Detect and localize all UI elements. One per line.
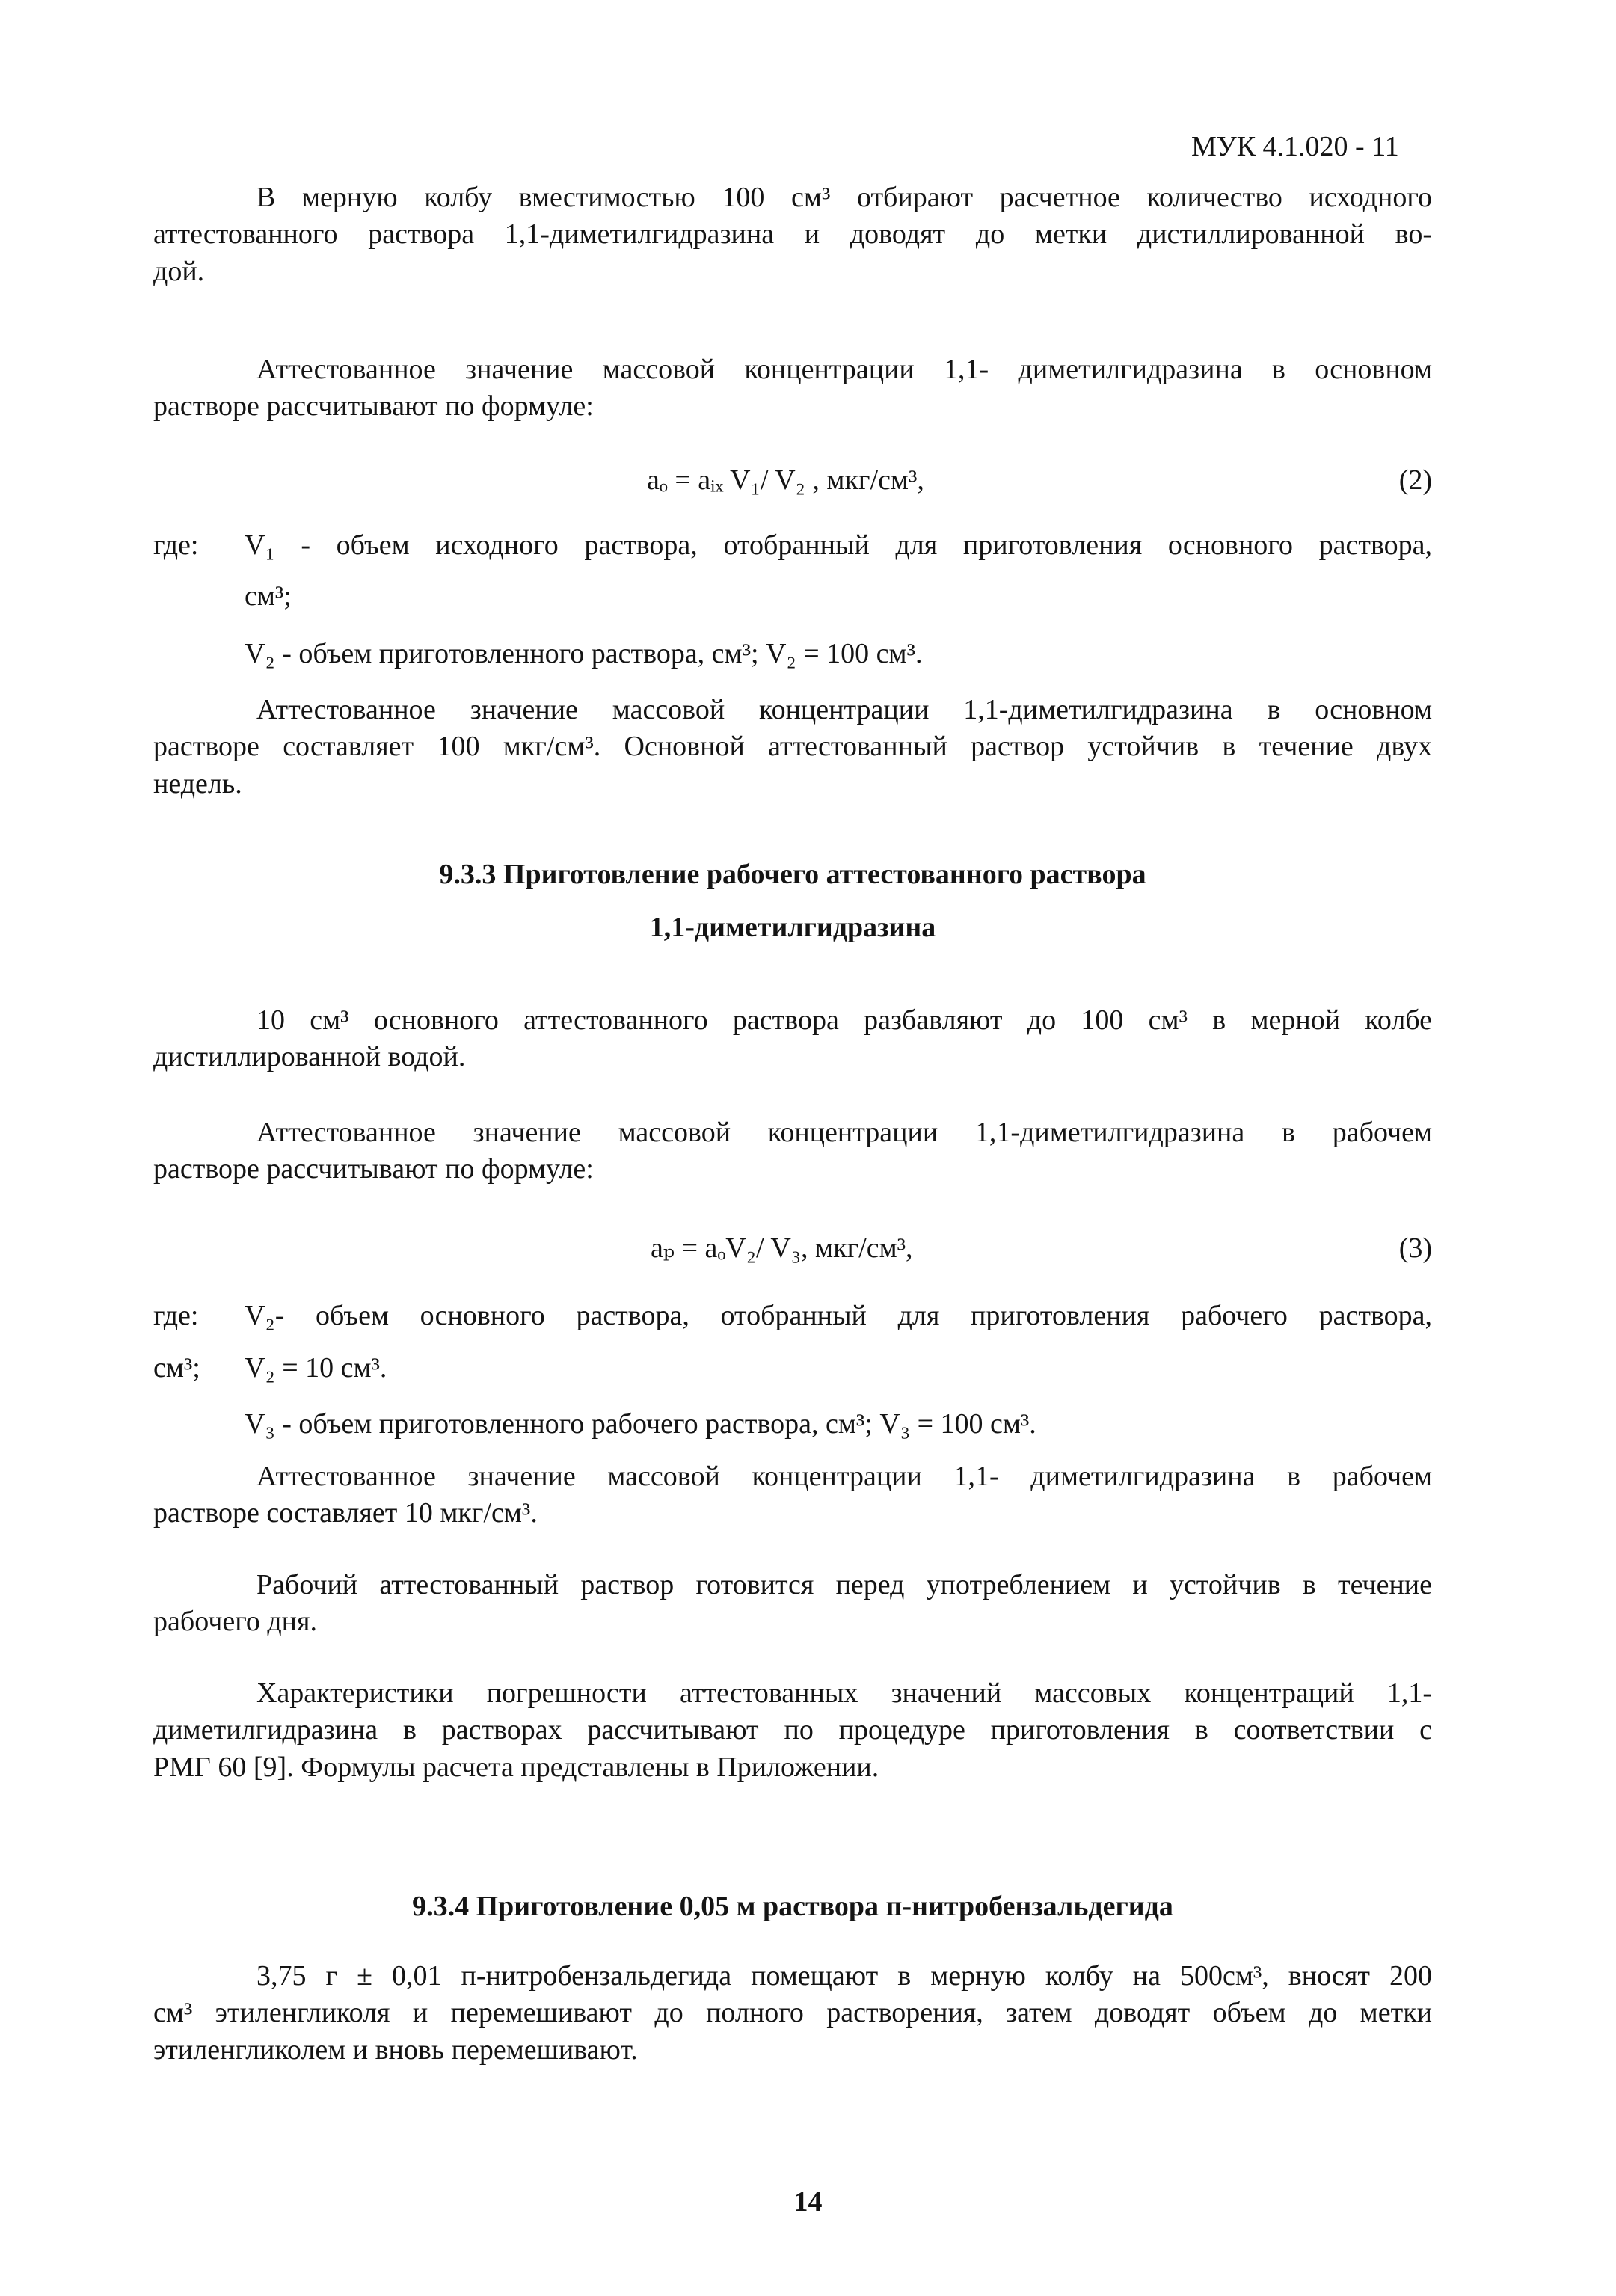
formula-number: (2) — [1398, 464, 1432, 496]
paragraph-6: Аттестованное значение массовой концентрации 1,1- диметилгидразина в рабочем растворе составляет 10 мкг/см³. — [153, 1461, 1432, 1529]
paragraph-4: 10 см³ основного аттестованного раствора разбавляют до 100 см³ в мерной колбе дистиллированной водой. — [153, 1004, 1432, 1073]
formula-number: (3) — [1398, 1233, 1432, 1264]
section-heading-9-3-4: 9.3.4 Приготовление 0,05 м раствора п-нитробензальдегида — [412, 1891, 1173, 1922]
paragraph-9: 3,75 г ± 0,01 п-нитробензальдегида помещают в мерную колбу на 500см³, вносят 200 см³ этиленгликоля и перемешивают до полного растворения, затем доводят объем до метки этиленгликолем и вновь перемешивают. — [153, 1960, 1432, 2066]
paragraph-5: Аттестованное значение массовой концентрации 1,1-диметилгидразина в рабочем растворе рассчитывают по формуле: — [153, 1117, 1432, 1185]
page-number: 14 — [793, 2186, 823, 2217]
section-heading-9-3-3: 9.3.3 Приготовление рабочего аттестованного раствора 1,1-диметилгидразина — [439, 859, 1146, 944]
paragraph-2: Аттестованное значение массовой концентрации 1,1- диметилгидразина в основном растворе рассчитывают по формуле: — [153, 354, 1432, 423]
paragraph-3: Аттестованное значение массовой концентрации 1,1-диметилгидразина в основном растворе составляет 100 мкг/см³. Основной аттестованный раствор устойчив в течение двух недель. — [153, 694, 1432, 799]
paragraph-1: В мерную колбу вместимостью 100 см³ отбирают расчетное количество исходного аттестованного раствора 1,1-диметилгидразина и доводят до метки дистиллированной во- дой. — [153, 182, 1432, 287]
paragraph-8: Характеристики погрешности аттестованных значений массовых концентраций 1,1- диметилгидразина в растворах рассчитывают по процедуре приготовления в соответствии с РМГ 60 [9]. Формулы расчета представлены в Приложении. — [153, 1678, 1432, 1783]
where-label: где: — [153, 530, 199, 561]
doc-code: МУК 4.1.020 - 11 — [1191, 131, 1399, 162]
where-label: где: — [153, 1300, 199, 1331]
paragraph-7: Рабочий аттестованный раствор готовится перед употреблением и устойчив в течение рабочего дня. — [153, 1569, 1432, 1638]
